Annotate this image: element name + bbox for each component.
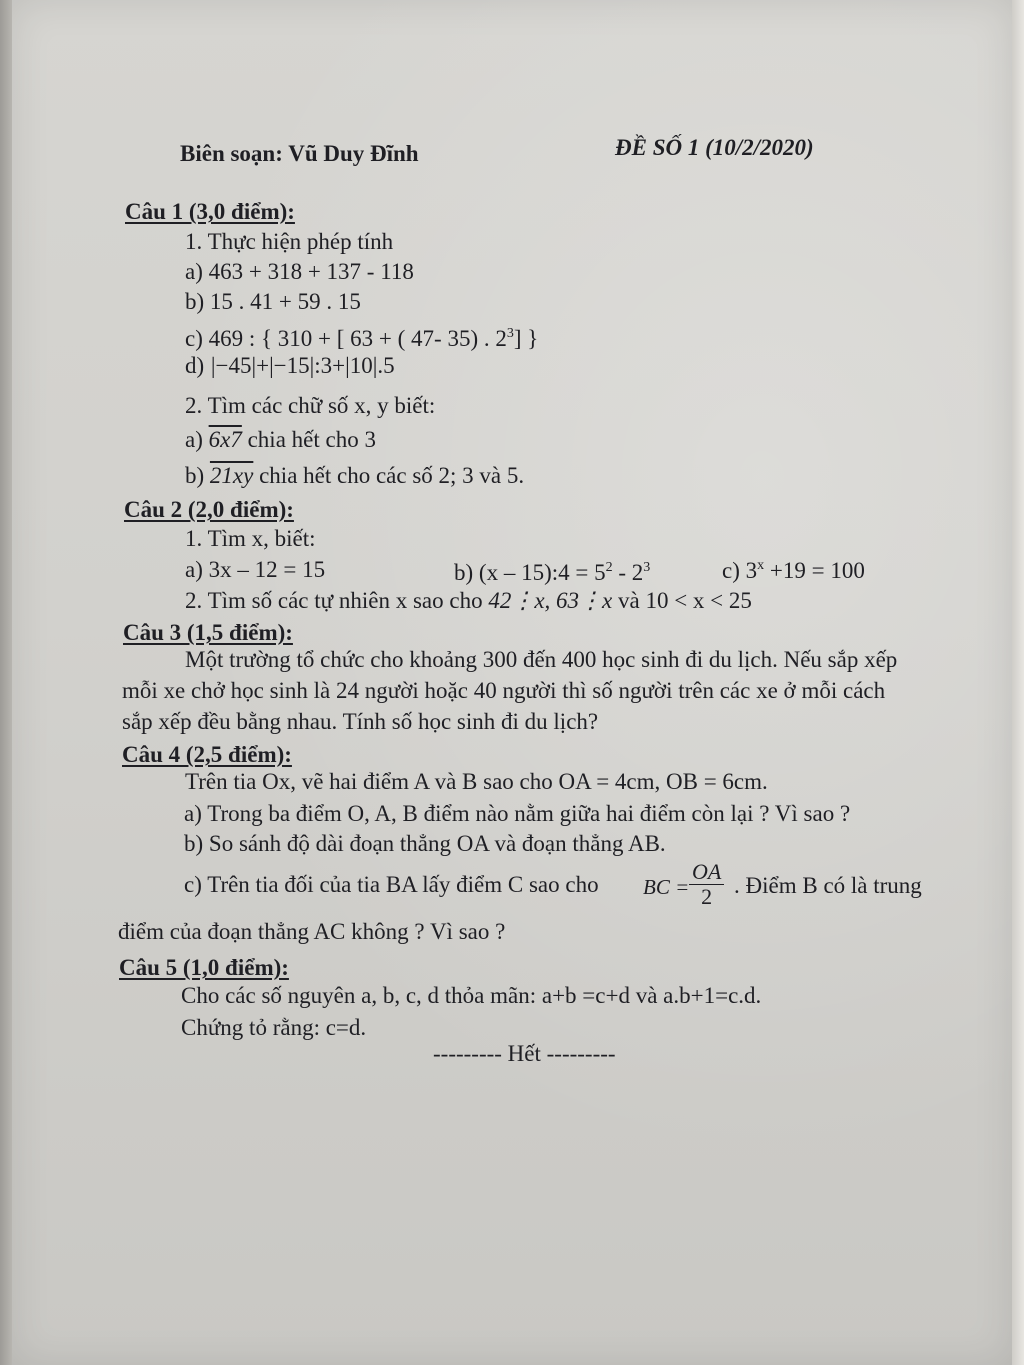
q1-2b-number: 21xy xyxy=(209,463,254,488)
q1-part1: 1. Thực hiện phép tính xyxy=(185,229,394,254)
q2-b-mid: - 2 xyxy=(612,560,644,585)
q2-a: a) 3x – 12 = 15 xyxy=(185,557,326,582)
question-2-title: Câu 2 (2,0 điểm): xyxy=(124,497,294,522)
q2-b-main: b) (x – 15):4 = 5 xyxy=(454,560,606,585)
q1-d xyxy=(185,352,396,380)
q1-c-exponent: 3 xyxy=(506,326,514,341)
q5-line2: Chứng tỏ rằng: c=d. xyxy=(181,1015,367,1040)
q1-2a-number: 6x7 xyxy=(208,427,242,452)
exam-sheet xyxy=(12,0,1012,1365)
q4-a: a) Trong ba điểm O, A, B điểm nào nằm giữa hai điểm còn lại ? Vì sao ? xyxy=(184,801,851,826)
q2-part1: 1. Tìm x, biết: xyxy=(185,526,316,551)
q2-part2 xyxy=(185,587,752,615)
q2-c-exp: x xyxy=(757,558,765,573)
q1-part2: 2. Tìm các chữ số x, y biết: xyxy=(185,393,436,418)
q2-c-rest: +19 = 100 xyxy=(764,558,865,583)
q2-b-exp2: 3 xyxy=(643,560,651,575)
q2-c-base: c) 3 xyxy=(722,558,758,583)
q4-c-lhs: BC = xyxy=(643,875,690,899)
q5-line1: Cho các số nguyên a, b, c, d thỏa mãn: a+b =c+d và a.b+1=c.d. xyxy=(181,983,762,1008)
paper-shadow-left xyxy=(0,0,12,1365)
q1-d-label: d) xyxy=(185,353,205,378)
q2-b-exp1: 2 xyxy=(605,560,613,575)
q1-2a-label: a) xyxy=(185,427,203,452)
q4-line1: Trên tia Ox, vẽ hai điểm A và B sao cho OA = 4cm, OB = 6cm. xyxy=(185,769,768,794)
q1-b: b) 15 . 41 + 59 . 15 xyxy=(185,289,361,314)
end-marker: --------- Hết --------- xyxy=(433,1041,616,1066)
q4-b: b) So sánh độ dài đoạn thẳng OA và đoạn thẳng AB. xyxy=(184,831,666,856)
question-3-title: Câu 3 (1,5 điểm): xyxy=(123,620,293,645)
q1-2b-label: b) xyxy=(185,463,205,488)
question-4-title: Câu 4 (2,5 điểm): xyxy=(122,742,292,767)
paper-edge-right xyxy=(1012,0,1024,1365)
q2-c xyxy=(722,552,865,585)
question-1-title: Câu 1 (3,0 điểm): xyxy=(125,199,295,224)
q2-part2-math: 42⋮x, 63⋮x xyxy=(488,588,613,613)
fraction-numerator: OA xyxy=(689,860,724,885)
q2-part2-range: và 10 < x < 25 xyxy=(612,588,752,613)
q1-c xyxy=(185,320,538,353)
q4-c: c) Trên tia đối của tia BA lấy điểm C sao cho xyxy=(184,872,599,897)
exam-title: ĐỀ SỐ 1 (10/2/2020) xyxy=(615,135,814,160)
q1-2b-text: chia hết cho các số 2; 3 và 5. xyxy=(259,463,525,488)
fraction-denominator: 2 xyxy=(701,884,713,909)
q3-line3: sắp xếp đều bằng nhau. Tính số học sinh đi du lịch? xyxy=(122,709,599,734)
q4-c-line2: điểm của đoạn thẳng AC không ? Vì sao ? xyxy=(118,919,506,944)
q1-2a xyxy=(185,426,376,454)
q1-a: a) 463 + 318 + 137 - 118 xyxy=(185,259,414,284)
q4-c-rest: . Điểm B có là trung xyxy=(734,873,922,898)
q1-c-main: c) 469 : { 310 + [ 63 + ( 47- 35) . 2 xyxy=(185,326,507,351)
q1-c-close: ] } xyxy=(513,326,539,351)
q2-part2-text: 2. Tìm số các tự nhiên x sao cho xyxy=(185,588,489,613)
q3-line1: Một trường tổ chức cho khoảng 300 đến 400 học sinh đi du lịch. Nếu sắp xếp xyxy=(185,647,898,672)
q3-line2: mỗi xe chở học sinh là 24 người hoặc 40 người thì số người trên các xe ở mỗi cách xyxy=(122,678,886,703)
q2-b xyxy=(454,554,650,587)
q4-c-fraction xyxy=(689,860,724,909)
author-line: Biên soạn: Vũ Duy Đĩnh xyxy=(180,141,419,166)
q1-2a-text: chia hết cho 3 xyxy=(247,427,376,452)
q1-d-expression: |−45|+|−15|:3+|10|.5 xyxy=(210,353,395,378)
question-5-title: Câu 5 (1,0 điểm): xyxy=(119,955,289,980)
q1-2b xyxy=(185,462,524,490)
